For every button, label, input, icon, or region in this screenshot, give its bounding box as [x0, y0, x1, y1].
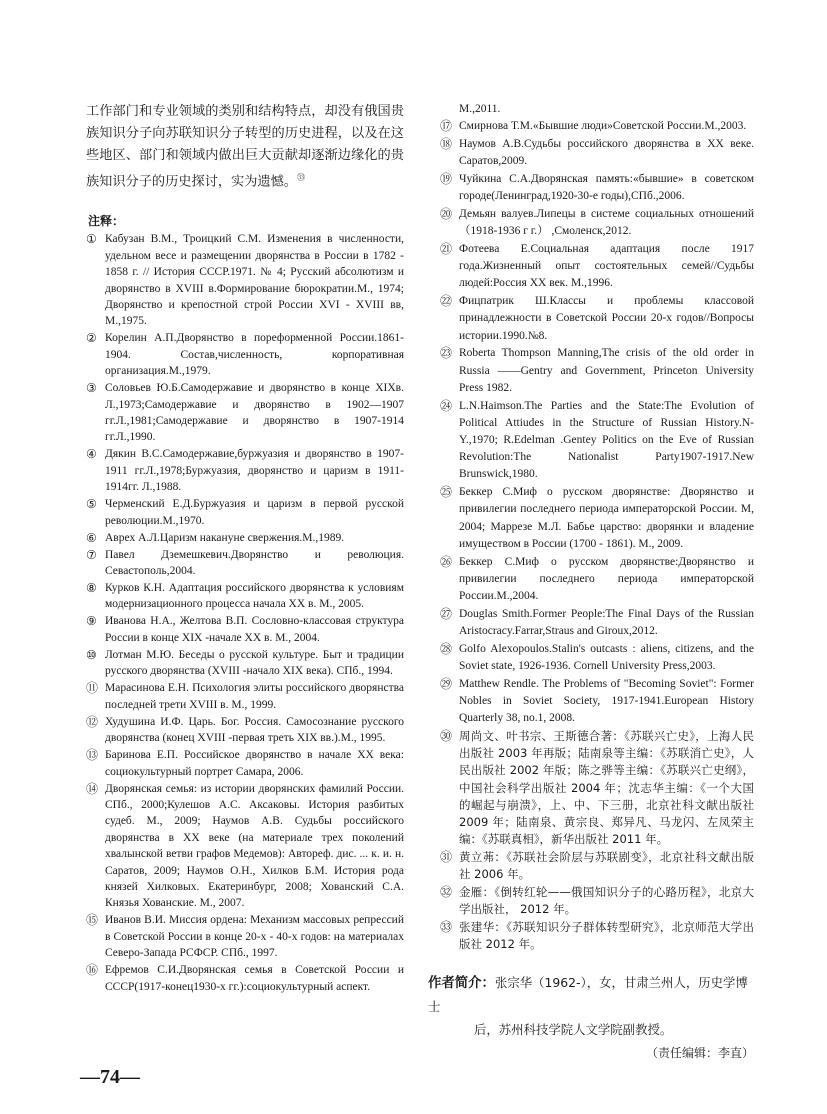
footnote-text: Douglas Smith.Former People:The Final Days of the Russian Aristocracy.Farrar,Straus and Giroux,2012.: [459, 607, 754, 638]
footnote-number: ㉖: [440, 554, 453, 569]
footnote-item: [440, 345, 754, 397]
footnote-text: Дворянская семья: из истории дворянских фамилий России. СПб., 2000;Кулешов А.С. Аксаковы. История разбитых судеб. М., 2009; Наумов А.В. Судьбы российского дворянства в XX веке (на материале трех поколений хвалынской ветви графов Медемов): Автореф. дис. ... к. и. н. Саратов, 2009; Наумов О.Н., Хилков Б.М. История рода князей Хилковых. Екатеринбург, 2008; Хованский С.А. Князья Хованские. М., 2007.: [105, 782, 404, 910]
footnote-text: Аврех А.Л.Царизм накануне свержения.М.,1989.: [105, 531, 345, 544]
footnote-item: [440, 554, 754, 606]
footnote-item: [86, 446, 404, 495]
footnote-item: [440, 241, 754, 293]
footnote-item: [440, 728, 754, 848]
footnote-number: ⑲: [440, 172, 453, 186]
footnote-number: ②: [86, 331, 97, 346]
footnote-number: ⑧: [86, 581, 97, 596]
footnote-number: ⑫: [86, 714, 99, 729]
footnote-number: ⑬: [86, 748, 99, 763]
footnote-item: [86, 330, 404, 379]
footnote-text: Чуйкина С.А.Дворянская память:«бывшие» в советском городе(Ленинград,1920-30-е годы),СПб.,2006.: [459, 173, 754, 203]
footnote-text: Баринова Е.П. Российское дворянство в начале XX века: социокультурный портрет Самара, 2006.: [105, 749, 404, 778]
footnote-item: [86, 781, 404, 912]
footnote-text: Наумов А.В.Судьбы российского дворянства в XX веке. Саратов,2009.: [459, 138, 754, 168]
footnote-text: Кабузан В.М., Троицкий С.М. Изменения в численности, удельном весе и размещении дворянства в России в 1782 - 1858 г. // История СССР.1971. № 4; Русский абсолютизм и дворянство в XVIII в.Формирование бюрократии.М., 1974; Дворянство и крепостной строй России XVI - XVIII вв, М.,1975.: [105, 233, 404, 328]
footnote-item: [440, 136, 754, 170]
footnote-text: Дякин В.С.Самодержавие,буржуазия и дворянство в 1907-1911 гг.Л.,1978;Буржуазия, дворянство и царизм в 1911-1914гг. Л.,1988.: [105, 448, 404, 494]
footnote-text: Фотеева Е.Социальная адаптация после 1917 года.Жизненный опыт состоятельных семей//Судьбы людей:Россия XX век. М.,1996.: [459, 243, 754, 290]
footnote-number: ㉙: [440, 676, 453, 691]
footnote-text: Павел Дземешкевич.Дворянство и революция. Севастополь,2004.: [105, 548, 404, 578]
footnote-item: [86, 962, 404, 995]
footnote-number: ⑩: [86, 647, 97, 662]
footnote-number: ㉓: [440, 346, 453, 361]
footnote-text: Худушина И.Ф. Царь. Бог. Россия. Самосознание русского дворянства (конец XVIII -первая треть XIX вв.).М., 1995.: [105, 715, 404, 745]
footnote-item: [86, 380, 404, 446]
footnote-text: Иванов В.И. Миссия ордена: Механизм массовых репрессий в Советской России в конце 20-х - 40-х годов: на материалах Северо-Запада РСФСР. СПб., 1997.: [105, 914, 404, 960]
notes-title: 注释：: [88, 214, 125, 229]
footnote-number: ③: [86, 381, 97, 396]
page-number: —74—: [80, 1065, 140, 1088]
footnote-item: [86, 912, 404, 961]
footnote-number: ㉜: [440, 885, 453, 900]
footnote-item: [440, 641, 754, 675]
left-column: [80, 101, 404, 1089]
footnote-item: [440, 206, 754, 240]
footnote-text: Демьян валуев.Липецы в системе социальных отношений （1918-1936 г г.） ,Смоленск,2012.: [459, 208, 754, 238]
footnote-item: [440, 606, 754, 640]
footnote-item: [86, 747, 404, 780]
footnote-text: Лотман М.Ю. Беседы о русской культуре. Быт и традиции русского дворянства (XVIII -начало XIX века). СПб., 1994.: [105, 648, 404, 678]
footnote-number: ㉑: [440, 242, 453, 256]
footnote-text: Курков К.Н. Адаптация российского дворянства к условиям модернизационного процесса начала XX в. М., 2005.: [105, 582, 404, 611]
footnote-number: ㉔: [440, 398, 453, 413]
footnote-text: Matthew Rendle. The Problems of "Becoming Soviet": Former Nobles in Soviet Society, 1917-1941.European History Quarterly 38, no.1, 2008.: [459, 677, 754, 725]
footnote-text: Беккер С.Миф о русском дворянстве: Дворянство и привилегии последнего периода императорской России. М, 2004; Маррезе М.Л. Бабье царство: дворянки и владение имуществом в России (1700 - 1861). М., 2009.: [459, 486, 754, 550]
notes-list-left: [86, 231, 404, 995]
footnote-item: [440, 293, 754, 345]
footnote-item: [86, 580, 404, 613]
footnote-item: [86, 613, 404, 646]
footnote-number: ⑦: [86, 547, 97, 562]
footnote-text: Иванова Н.А., Желтова В.П. Сословно-классовая структура России в конце XIX -начале XX в. М., 2004.: [105, 615, 404, 644]
footnote-number: ⑯: [86, 963, 99, 978]
footnote-number: ⑨: [86, 614, 97, 629]
footnote-text: Черменский Е.Д.Буржуазия и царизм в первой русской революции.М.,1970.: [105, 498, 404, 527]
footnote-item: [86, 680, 404, 713]
footnote-text: Ефремов С.И.Дворянская семья в Советской России и СССР(1917-конец1930-х гг.):социокультурный аспект.: [105, 964, 404, 993]
footnote-number: ⑭: [86, 781, 99, 796]
footnote-item: [86, 547, 404, 580]
footnote-text: Беккер С.Миф о русском дворянстве:Дворянство и привилегии последнего периода императорской России.М.,2004.: [459, 555, 754, 603]
note-16-continuation: М.,2011.: [459, 103, 501, 115]
footnote-number: ㉕: [440, 485, 453, 500]
footnote-item: [86, 231, 404, 329]
footnote-number: ④: [86, 447, 97, 462]
footnote-text: Roberta Thompson Manning,The crisis of the old order in Russia ——Gentry and Government, Princeton University Press 1982.: [459, 347, 754, 394]
footnote-text: 周尚文、叶书宗、王斯德合著：《苏联兴亡史》，上海人民出版社 2003 年再版；陆南泉等主编：《苏联消亡史》，人民出版社 2002 年版；陈之骅等主编：《苏联兴亡史纲》，中国社会科学出版社 2004 年；沈志华主编：《一个大国的崛起与崩溃》，上、中、下三册，北京社科文献出版社 2009 年；陆南泉、黄宗良、郑异凡、马龙闪、左凤荣主编：《苏联真相》，新华出版社 2011 年。: [459, 729, 754, 847]
footnote-item: [440, 849, 754, 883]
author-label: 作者简介：: [428, 976, 495, 992]
footnote-number: ⑰: [440, 119, 453, 134]
footnote-item: [440, 398, 754, 484]
footnote-text: 张建华：《苏联知识分子群体转型研究》，北京师范大学出版社 2012 年。: [459, 920, 754, 952]
footnote-number: ⑮: [86, 913, 99, 928]
footnote-number: ㉗: [440, 606, 453, 621]
footnote-text: Марасинова Е.Н. Психология элиты российского дворянства последней трети XVIII в. М., 1999.: [105, 682, 404, 711]
footnote-item: [86, 647, 404, 680]
footnote-text: L.N.Haimson.The Parties and the State:The Evolution of Political Attiudes in the Structure of Russian History.N-Y.,1970; R.Edelman .Gentey Politics on the Eve of Russian Revolution:The Nationalist Party1907-1917.New Brunswick,1980.: [459, 399, 754, 481]
footnote-number: ㉘: [440, 641, 453, 656]
right-column: [428, 101, 754, 1063]
footnote-item: [440, 171, 754, 205]
notes-list-right: [440, 118, 754, 953]
footnote-number: ⑳: [440, 207, 453, 221]
footnote-text: Соловьев Ю.Б.Самодержавие и дворянство в конце XIXв. Л.,1973;Самодержавие и дворянство в 1902—1907 гг.Л.,1981;Самодержавие и дворянство в 1907-1914 гг.Л.,1990.: [105, 382, 404, 444]
body-text: 工作部门和专业领域的类别和结构特点，却没有俄国贵族知识分子向苏联知识分子转型的历史进程，以及在这些地区、部门和领域内做出巨大贡献却逐渐边缘化的贵族知识分子的历史探讨，实为遗憾。: [86, 104, 404, 190]
footnote-number: ㉒: [440, 294, 453, 309]
footnote-number: ⑥: [86, 530, 97, 545]
footnote-item: [440, 884, 754, 918]
footnote-item: [440, 484, 754, 553]
footnote-number: ㉝: [440, 920, 453, 935]
footnote-item: [86, 496, 404, 529]
footnote-number: ⑪: [86, 681, 99, 696]
footnote-text: Golfo Alexopoulos.Stalin's outcasts : aliens, citizens, and the Soviet state, 1926-1936. Cornell University Press,2003.: [459, 642, 754, 673]
footnote-item: [86, 714, 404, 747]
footnote-item: [440, 676, 754, 728]
footnote-number: ⑤: [86, 497, 97, 512]
footnote-item: [440, 919, 754, 953]
footnote-text: 黄立茀：《苏联社会阶层与苏联剧变》，北京社科文献出版社 2006 年。: [459, 850, 754, 882]
footnote-text: Фицпатрик Ш.Классы и проблемы классовой принадлежности в Советской России 20-х годов//Вопросы истории.1990.№8.: [459, 295, 754, 342]
body-paragraph: [86, 101, 404, 193]
footnote-number: ⑱: [440, 137, 453, 151]
responsible-editor: （责任编辑：李直）: [645, 1046, 754, 1061]
footnote-item: [86, 530, 404, 546]
footnote-number: ㉛: [440, 850, 453, 865]
footnote-number: ㉚: [440, 729, 453, 744]
footnote-text: 金雁：《倒转红轮——俄国知识分子的心路历程》，北京大学出版社， 2012 年。: [459, 885, 754, 917]
author-line-1: 张宗华（1962-），女，甘肃兰州人，历史学博士: [428, 975, 748, 1015]
footnote-ref: ㉝: [297, 173, 305, 182]
footnote-text: Корелин А.П.Дворянство в пореформенной России.1861-1904. Состав,численность, корпоративная организация.М.,1979.: [105, 332, 404, 378]
author-bio: [428, 971, 754, 1041]
footnote-item: [440, 118, 754, 135]
footnote-number: ①: [86, 232, 97, 247]
footnote-text: Смирнова Т.М.«Бывшие люди»Советской России.М.,2003.: [459, 120, 747, 133]
author-line-2: 后，苏州科技学院人文学院副教授。: [474, 1022, 673, 1038]
